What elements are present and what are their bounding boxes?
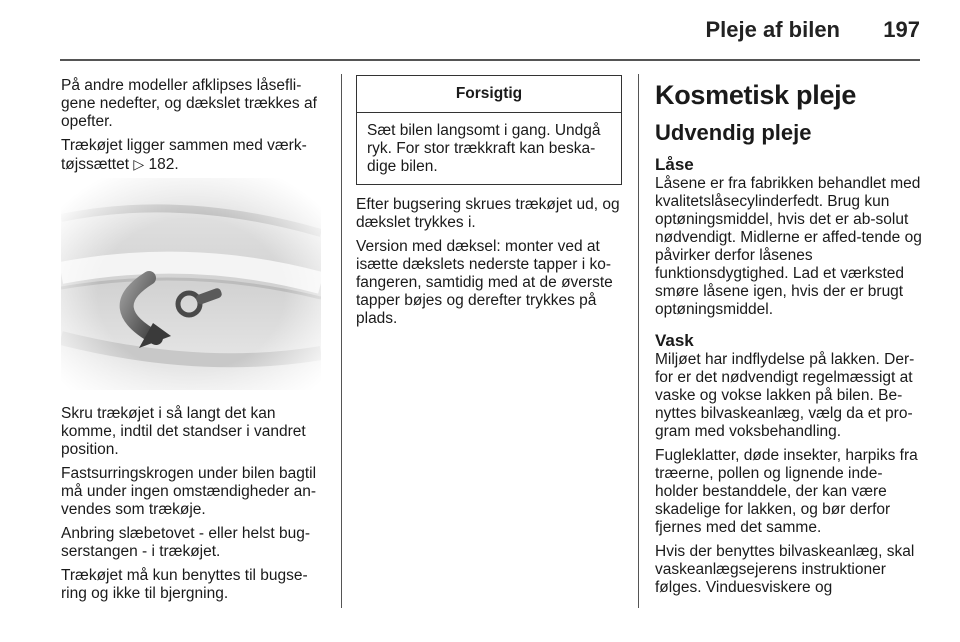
column-divider-2: [638, 74, 639, 608]
paragraph: Låsene er fra fabrikken behandlet med kvalitetslåsecylinderfedt. Brug kun optøningsmiddel, hvis det er ab-solut nødvendigt. Midlerne er affed-tende og påvirker derfor låsenes funktionsdygtighed. Lad et værksted smøre låsene igen, hvis der er brugt optøningsmiddel.: [655, 175, 922, 318]
paragraph: Miljøet har indflydelse på lakken. Der-for er det nødvendigt regelmæssigt at vaske og vokse lakken på bilen. Be-nyttes bilvaskeanlæg, vælg da et pro-gram med voksbehandling.: [655, 351, 915, 440]
caution-text: Sæt bilen langsomt i gang. Undgå ryk. For stor trækkraft kan beska-dige bilen.: [367, 122, 601, 175]
header-title: Pleje af bilen: [705, 17, 840, 42]
page-number: 197: [883, 17, 920, 42]
towing-eye-illustration: [61, 178, 321, 390]
arrow-right-icon: ▷: [133, 156, 145, 172]
column-divider-1: [341, 74, 342, 608]
paragraph: Version med dæksel: monter ved at isætte dækslets nederste tapper i ko-fangeren, samtidig med at de øverste tapper bøjes og derefter trykkes på plads.: [356, 238, 613, 327]
page-reference[interactable]: 182.: [148, 156, 179, 173]
column-1-continued: [61, 405, 331, 609]
paragraph: På andre modeller afklipses låsefli-gene nedefter, og dækslet trækkes af opefter.: [61, 77, 317, 130]
towing-eye-image: [61, 178, 321, 390]
page-header: [0, 0, 960, 60]
paragraph: Fugleklatter, døde insekter, harpiks fra træerne, pollen og lignende inde-holder bestanddele, der kan være skadelige for lakken, og bør derfor fjernes med det samme.: [655, 447, 918, 536]
paragraph: Anbring slæbetovet - eller helst bug-serstangen - i trækøjet.: [61, 525, 310, 560]
caution-box: [356, 75, 622, 185]
column-3: [655, 80, 923, 597]
paragraph-with-reference: Trækøjet ligger sammen med værk-tøjssættet ▷ 182.: [61, 137, 307, 173]
paragraph: Fastsurringskrogen under bilen bagtil må under ingen omstændigheder an-vendes som trækøje.: [61, 465, 317, 518]
header-rule: [60, 59, 920, 61]
paragraph: Efter bugsering skrues trækøjet ud, og dækslet trykkes i.: [356, 196, 620, 231]
paragraph: Trækøjet må kun benyttes til bugse-ring og ikke til bjergning.: [61, 567, 308, 602]
column-1: [61, 77, 329, 180]
section-heading: Kosmetisk pleje: [655, 80, 857, 110]
paragraph: Hvis der benyttes bilvaskeanlæg, skal vaskeanlægsejerens instruktioner følges. Vinduesviskere og: [655, 543, 915, 596]
paragraph: Skru trækøjet i så langt det kan komme, indtil det standser i vandret position.: [61, 405, 306, 458]
caution-title: Forsigtig: [357, 76, 621, 113]
subsection-heading: Udvendig pleje: [655, 120, 812, 145]
column-2: [356, 196, 624, 334]
wash-heading: Vask: [655, 331, 694, 350]
locks-heading: Låse: [655, 155, 694, 174]
